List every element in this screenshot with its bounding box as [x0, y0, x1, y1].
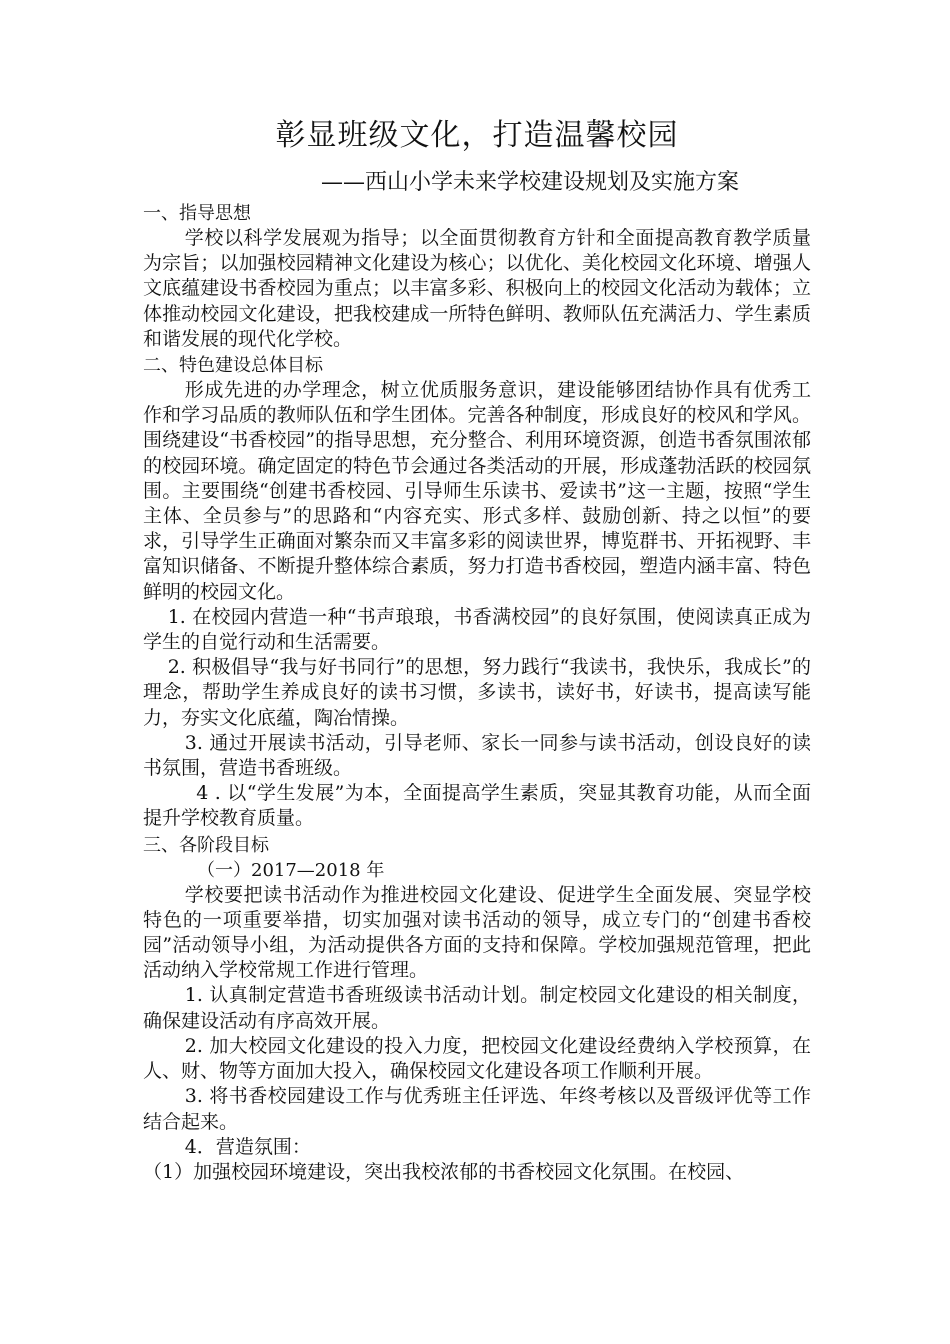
list-item-goal-3: 3. 通过开展读书活动，引导老师、家长一同参与读书活动，创设良好的读书氛围，营造书香班级。 [143, 731, 811, 780]
paragraph-stage-2017-2018: 学校要把读书活动作为推进校园文化建设、促进学生全面发展、突显学校特色的一项重要举措，切实加强对读书活动的领导，成立专门的“创建书香校园”活动领导小组，为活动提供各方面的支持和保障。学校加强规范管理，把此活动纳入学校常规工作进行管理。 [143, 883, 811, 982]
list-item-goal-2: 2. 积极倡导“我与好书同行”的思想，努力践行“我读书，我快乐，我成长”的理念，帮助学生养成良好的读书习惯，多读书，读好书，好读书，提高读写能力，夯实文化底蕴，陶冶情操。 [143, 656, 811, 729]
document-title: 彰显班级文化，打造温馨校园 [275, 118, 679, 153]
paragraph-overall-goals: 形成先进的办学理念，树立优质服务意识，建设能够团结协作具有优秀工作和学习品质的教师队伍和学生团体。完善各种制度，形成良好的校风和学风。围绕建设“书香校园”的指导思想，充分整合、利用环境资源，创造书香氛围浓郁的校园环境。确定固定的特色节会通过各类活动的开展，形成蓬勃活跃的校园氛围。主要围绕“创建书香校园、引导师生乐读书、爱读书”这一主题，按照“学生主体、全员参与”的思路和“内容充实、形式多样、鼓励创新、持之以恒”的要求，引导学生正确面对繁杂而又丰富多彩的阅读世界，博览群书、开拓视野、丰富知识储备、不断提升整体综合素质，努力打造书香校园，塑造内涵丰富、特色鲜明的校园文化。 [143, 379, 811, 603]
list-item-goal-4: 4 . 以“学生发展”为本，全面提高学生素质，突显其教育功能，从而全面提升学校教育质量。 [143, 782, 811, 830]
paragraph-guiding-ideology: 学校以科学发展观为指导；以全面贯彻教育方针和全面提高教育教学质量为宗旨；以加强校园精神文化建设为核心；以优化、美化校园文化环境、增强人文底蕴建设书香校园为重点；以丰富多彩、积极向上的校园文化活动为载体；立体推动校园文化建设，把我校建成一所特色鲜明、教师队伍充满活力、学生素质和谐发展的现代化学校。 [143, 227, 811, 350]
list-item-goal-1: 1. 在校园内营造一种“书声琅琅，书香满校园”的良好氛围，使阅读真正成为学生的自觉行动和生活需要。 [143, 605, 811, 654]
section-heading-overall-goals: 二、特色建设总体目标 [143, 355, 323, 377]
document-subtitle: ——西山小学未来学校建设规划及实施方案 [320, 170, 739, 195]
list-item-stage-4: 4．营造氛围： [184, 1135, 311, 1158]
list-item-stage-2: 2. 加大校园文化建设的投入力度，把校园文化建设经费纳入学校预算，在人、财、物等方面加大投入，确保校园文化建设各项工作顺利开展。 [143, 1034, 811, 1083]
sub-heading-stage-2017-2018: （一）2017—2018 年 [197, 859, 385, 881]
list-item-stage-4-1: （1）加强校园环境建设，突出我校浓郁的书香校园文化氛围。在校园、 [143, 1160, 745, 1183]
section-heading-guiding-ideology: 一、指导思想 [143, 203, 251, 224]
section-heading-stage-goals: 三、各阶段目标 [143, 834, 269, 856]
list-item-stage-3: 3. 将书香校园建设工作与优秀班主任评选、年终考核以及晋级评优等工作结合起来。 [143, 1085, 811, 1133]
document-body [143, 114, 811, 1185]
list-item-stage-1: 1. 认真制定营造书香班级读书活动计划。制定校园文化建设的相关制度，确保建设活动有序高效开展。 [143, 984, 811, 1032]
